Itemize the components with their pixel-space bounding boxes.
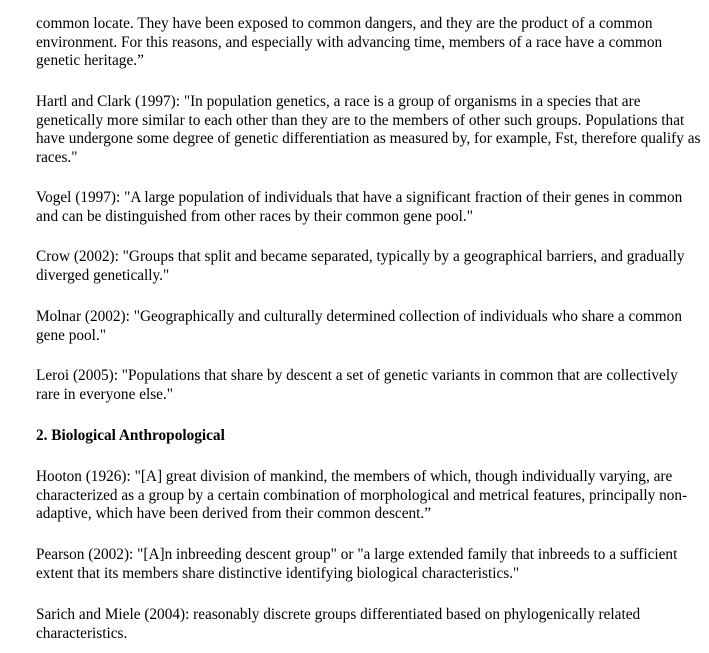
paragraph-hartl-clark: Hartl and Clark (1997): "In population genetics, a race is a group of organisms in a species that are genetically more similar to each other than they are to the members of other such groups. Populations that have undergone some degree of genetic differentiation as measured by, for example, Fst, therefore qualify as races." bbox=[36, 93, 701, 166]
paragraph-hooton: Hooton (1926): "[A] great division of mankind, the members of which, though individually varying, are characterized as a group by a certain combination of morphological and metrical features, principally non-adaptive, which have been derived from their common descent.” bbox=[36, 468, 688, 522]
paragraph-vogel: Vogel (1997): "A large population of individuals that have a significant fraction of their genes in common and can be distinguished from other races by their common gene pool." bbox=[36, 189, 683, 225]
paragraph-continuation: common locate. They have been exposed to common dangers, and they are the product of a common environment. For this reasons, and especially with advancing time, members of a race have a common genetic heritage.” bbox=[36, 15, 663, 69]
section-heading: 2. Biological Anthropological bbox=[36, 427, 225, 444]
paragraph-molnar: Molnar (2002): "Geographically and culturally determined collection of individuals who share a common gene pool." bbox=[36, 308, 682, 344]
paragraph-pearson: Pearson (2002): "[A]n inbreeding descent group" or "a large extended family that inbreeds to a sufficient extent that its members share distinctive identifying biological characteristics." bbox=[36, 546, 678, 582]
paragraph-crow: Crow (2002): "Groups that split and became separated, typically by a geographical barriers, and gradually diverged genetically." bbox=[36, 248, 685, 284]
paragraph-sarich-miele: Sarich and Miele (2004): reasonably discrete groups differentiated based on phylogenically related characteristics. bbox=[36, 606, 641, 642]
paragraph-leroi: Leroi (2005): "Populations that share by descent a set of genetic variants in common that are collectively rare in everyone else." bbox=[36, 367, 678, 403]
